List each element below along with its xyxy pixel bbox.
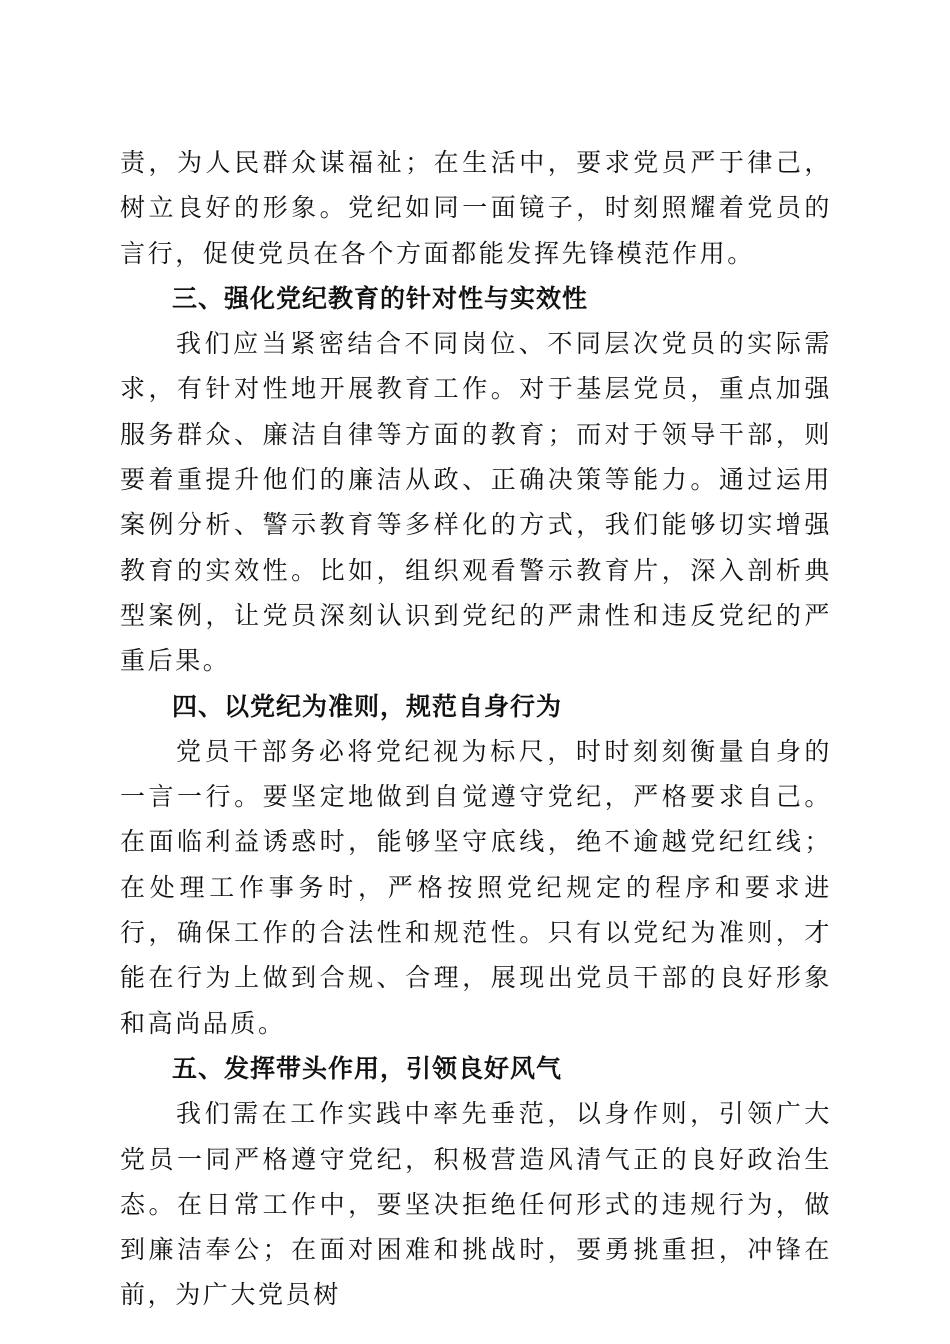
section-heading-3: 三、强化党纪教育的针对性与实效性 <box>172 283 589 313</box>
paragraph: 我们需在工作实践中率先垂范，以身作则，引领广大党员一同严格遵守党纪，积极营造风清气正的良好政治生态。在日常工作中，要坚决拒绝任何形式的违规行为，做到廉洁奉公；在面对困难和挑战时，要勇挑重担，冲锋在前，为广大党员树 <box>120 1099 832 1310</box>
section-heading-4: 四、以党纪为准则，规范自身行为 <box>172 691 563 721</box>
paragraph: 党员干部务必将党纪视为标尺，时时刻刻衡量自身的一言一行。要坚定地做到自觉遵守党纪，严格要求自己。在面临利益诱惑时，能够坚守底线，绝不逾越党纪红线；在处理工作事务时，严格按照党纪规定的程序和要求进行，确保工作的合法性和规范性。只有以党纪为准则，才能在行为上做到合规、合理，展现出党员干部的良好形象和高尚品质。 <box>120 736 832 1038</box>
paragraph: 我们应当紧密结合不同岗位、不同层次党员的实际需求，有针对性地开展教育工作。对于基层党员，重点加强服务群众、廉洁自律等方面的教育；而对于领导干部，则要着重提升他们的廉洁从政、正确决策等能力。通过运用案例分析、警示教育等多样化的方式，我们能够切实增强教育的实效性。比如，组织观看警示教育片，深入剖析典型案例，让党员深刻认识到党纪的严肃性和违反党纪的严重后果。 <box>120 329 832 676</box>
section-heading-5: 五、发挥带头作用，引领良好风气 <box>172 1053 563 1083</box>
paragraph-continued: 责，为人民群众谋福祉；在生活中，要求党员严于律己，树立良好的形象。党纪如同一面镜子，时刻照耀着党员的言行，促使党员在各个方面都能发挥先锋模范作用。 <box>120 148 832 268</box>
document-body <box>120 140 832 1318</box>
